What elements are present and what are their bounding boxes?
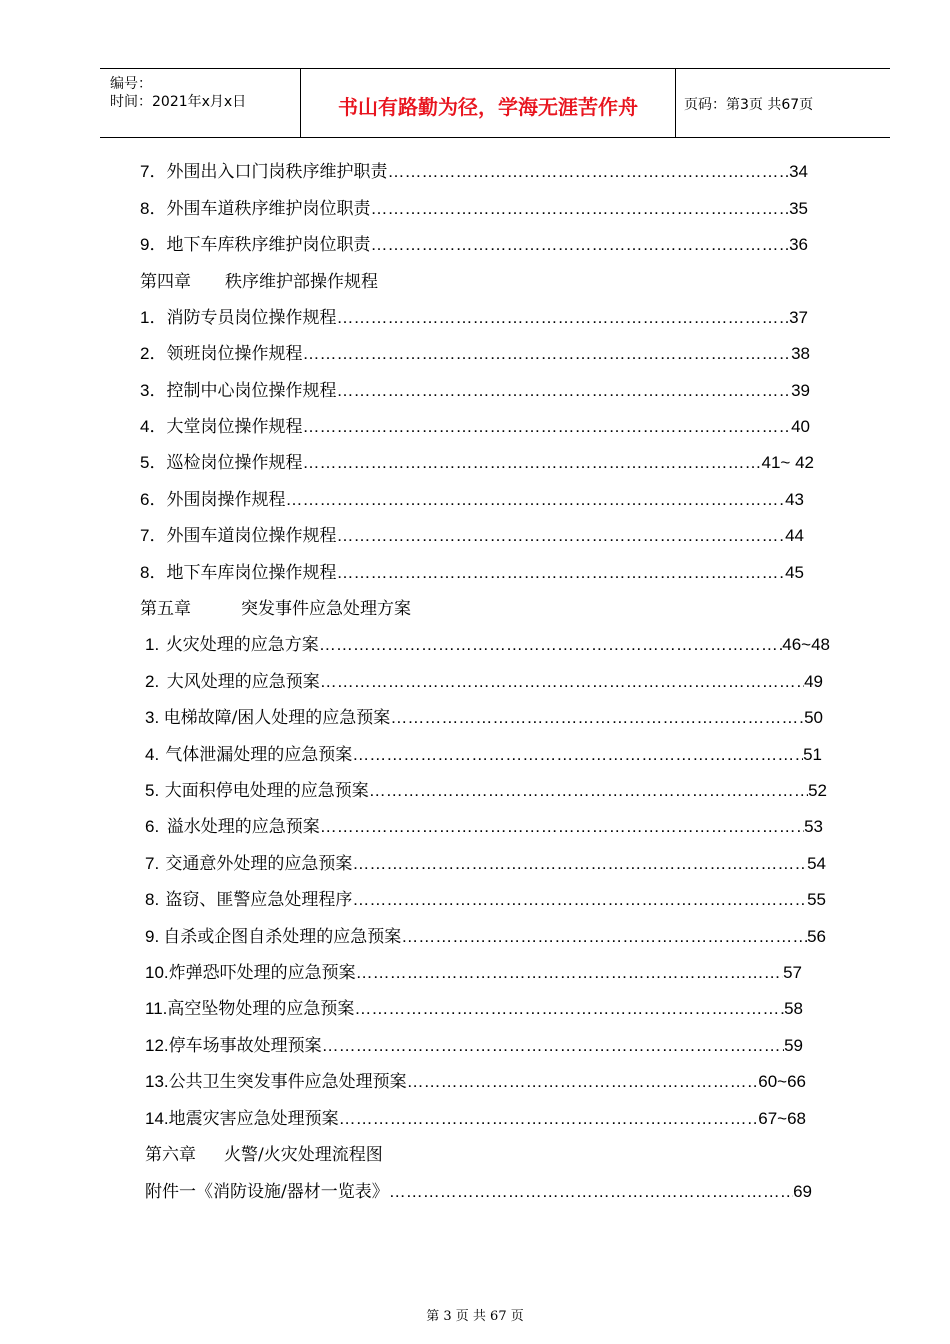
toc-number: 1． [140,308,167,327]
toc-leader [370,233,789,257]
toc-row[interactable] [145,1070,806,1094]
toc-row[interactable] [145,925,826,949]
toc-number: 4. [145,745,160,764]
toc-leader [370,197,789,221]
toc-title: 大堂岗位操作规程 [166,417,303,437]
toc-title: 外围车道岗位操作规程 [166,526,337,546]
toc-leader [401,925,807,949]
toc-page: 45 [785,563,804,582]
toc-number: 2. [145,672,160,691]
chapter-label: 第六章 [145,1145,196,1165]
toc-number: 4． [140,417,167,436]
header-motto: 书山有路勤为径，学海无涯苦作舟 [338,95,638,119]
toc-row[interactable] [140,561,804,585]
toc-number: 1. [145,635,160,654]
toc-page: 52 [808,781,827,800]
chapter-title: 突发事件应急处理方案 [241,599,411,619]
toc-number: 8． [140,199,167,218]
toc-title: 火灾处理的应急方案 [165,635,319,655]
toc-page: 56 [807,927,826,946]
toc-row[interactable] [140,160,808,184]
toc-number: 7． [140,162,167,181]
toc-page: 43 [785,490,804,509]
toc-number: 8. [145,890,160,909]
toc-title: 盗窃、匪警应急处理程序 [165,890,353,910]
toc-page: 58 [784,999,803,1018]
toc-leader [352,888,807,912]
toc-title: 气体泄漏处理的应急预案 [165,745,353,765]
toc-page: 51 [803,745,822,764]
toc-leader [389,1180,793,1204]
toc-page: 35 [789,199,808,218]
toc-row[interactable] [145,743,822,767]
toc-leader [387,160,789,184]
toc-leader [339,1107,759,1131]
toc-number: 5. [145,781,160,800]
toc-title: 高空坠物处理的应急预案 [167,999,355,1019]
toc-page: 38 [791,344,810,363]
toc-row[interactable] [145,1107,806,1131]
toc-row[interactable] [145,670,823,694]
toc-page: 67~68 [758,1109,806,1128]
toc-title: 地下车库秩序维护岗位职责 [166,235,371,255]
toc-title: 大面积停电处理的应急预案 [164,781,369,801]
toc-leader [336,379,791,403]
toc-leader [320,815,804,839]
toc-title: 控制中心岗位操作规程 [166,381,337,401]
header-page-cell [676,69,890,137]
header-page-label: 页码：第3页 共67页 [684,97,814,113]
toc-leader [336,561,785,585]
toc-number: 13. [145,1072,169,1091]
header-motto-cell [301,69,676,137]
toc-row[interactable] [145,888,826,912]
toc-leader [390,706,804,730]
toc-row[interactable] [145,961,802,985]
toc-title: 外围出入口门岗秩序维护职责 [166,162,388,182]
chapter-title: 秩序维护部操作规程 [225,272,378,292]
toc-title: 消防专员岗位操作规程 [166,308,337,328]
toc-title: 电梯故障/困人处理的应急预案 [163,708,391,728]
toc-title: 外围车道秩序维护岗位职责 [166,199,371,219]
toc-number: 3． [140,381,167,400]
toc-row[interactable] [140,306,808,330]
toc-page: 39 [791,381,810,400]
toc-title: 停车场事故处理预案 [168,1036,322,1056]
toc-leader [336,306,789,330]
toc-number: 12. [145,1036,169,1055]
toc-page: 41~ 42 [761,453,814,472]
toc-row[interactable] [140,415,810,439]
toc-number: 6． [140,490,167,509]
toc-leader [320,670,804,694]
toc-leader [352,743,803,767]
toc-number: 10. [145,963,169,982]
toc-row[interactable] [140,233,808,257]
toc-number: 3. [145,708,160,727]
toc-number: 8． [140,563,167,582]
page-footer: 第 3 页 共 67 页 [426,1309,524,1324]
toc-leader [285,488,785,512]
toc-page: 53 [804,817,823,836]
toc-row[interactable] [145,633,830,657]
toc-leader [352,852,807,876]
toc-title: 地下车库岗位操作规程 [166,563,337,583]
chapter-heading[interactable] [140,597,411,621]
toc-page: 34 [789,162,808,181]
toc-row[interactable] [140,488,804,512]
toc-title: 领班岗位操作规程 [166,344,303,364]
toc-page: 36 [789,235,808,254]
toc-leader [356,961,783,985]
toc-row[interactable] [140,197,808,221]
toc-page: 54 [807,854,826,873]
toc-page: 49 [804,672,823,691]
chapter-title: 火警/火灾处理流程图 [224,1145,383,1165]
toc-page: 57 [783,963,802,982]
toc-page: 69 [793,1182,812,1201]
toc-title: 巡检岗位操作规程 [166,453,303,473]
toc-row[interactable] [145,815,823,839]
toc-number: 11. [145,999,168,1018]
toc-page: 37 [789,308,808,327]
toc-title: 地震灾害应急处理预案 [168,1109,339,1129]
serial-label: 编号： [110,76,152,92]
toc-number: 5． [140,453,167,472]
time-label: 时间：2021年x月x日 [110,94,247,110]
toc-title: 溢水处理的应急预案 [166,817,320,837]
toc-leader [302,451,761,475]
toc-page: 40 [791,417,810,436]
toc-leader [407,1070,759,1094]
toc-leader [322,1034,784,1058]
toc-row-appendix[interactable] [145,1180,812,1204]
toc-number: 2． [140,344,167,363]
toc-row[interactable] [145,1034,803,1058]
toc-leader [354,997,784,1021]
toc-row[interactable] [145,706,823,730]
toc-number: 6. [145,817,160,836]
toc-row[interactable] [145,852,826,876]
header-meta-cell [100,69,301,137]
toc-row[interactable] [140,524,804,548]
toc-number: 9. [145,927,160,946]
toc-leader [302,342,791,366]
toc-title: 附件一《消防设施/器材一览表》 [145,1182,389,1202]
toc-number: 7. [145,854,160,873]
toc-number: 14. [145,1109,169,1128]
toc-title: 外围岗操作规程 [166,490,286,510]
toc-page: 50 [804,708,823,727]
chapter-label: 第四章 [140,272,191,292]
toc-page: 59 [784,1036,803,1055]
toc-title: 自杀或企图自杀处理的应急预案 [163,927,402,947]
toc-leader [336,524,785,548]
toc-number: 9． [140,235,167,254]
toc-number: 7． [140,526,167,545]
chapter-label: 第五章 [140,599,191,619]
toc-row[interactable] [145,997,803,1021]
toc-page: 60~66 [758,1072,806,1091]
toc-leader [302,415,791,439]
toc-row[interactable] [145,779,827,803]
page-header [100,68,890,138]
toc-title: 公共卫生突发事件应急处理预案 [168,1072,407,1092]
toc-row[interactable] [140,379,810,403]
toc-title: 炸弹恐吓处理的应急预案 [168,963,356,983]
toc-page: 44 [785,526,804,545]
chapter-heading[interactable] [145,1143,383,1167]
toc-title: 交通意外处理的应急预案 [165,854,353,874]
toc-row[interactable] [140,451,814,475]
toc-page: 46~48 [782,635,830,654]
toc-row[interactable] [140,342,810,366]
chapter-heading[interactable] [140,270,378,294]
toc-title: 大风处理的应急预案 [166,672,320,692]
toc-leader [369,779,808,803]
toc-leader [319,633,782,657]
toc-page: 55 [807,890,826,909]
